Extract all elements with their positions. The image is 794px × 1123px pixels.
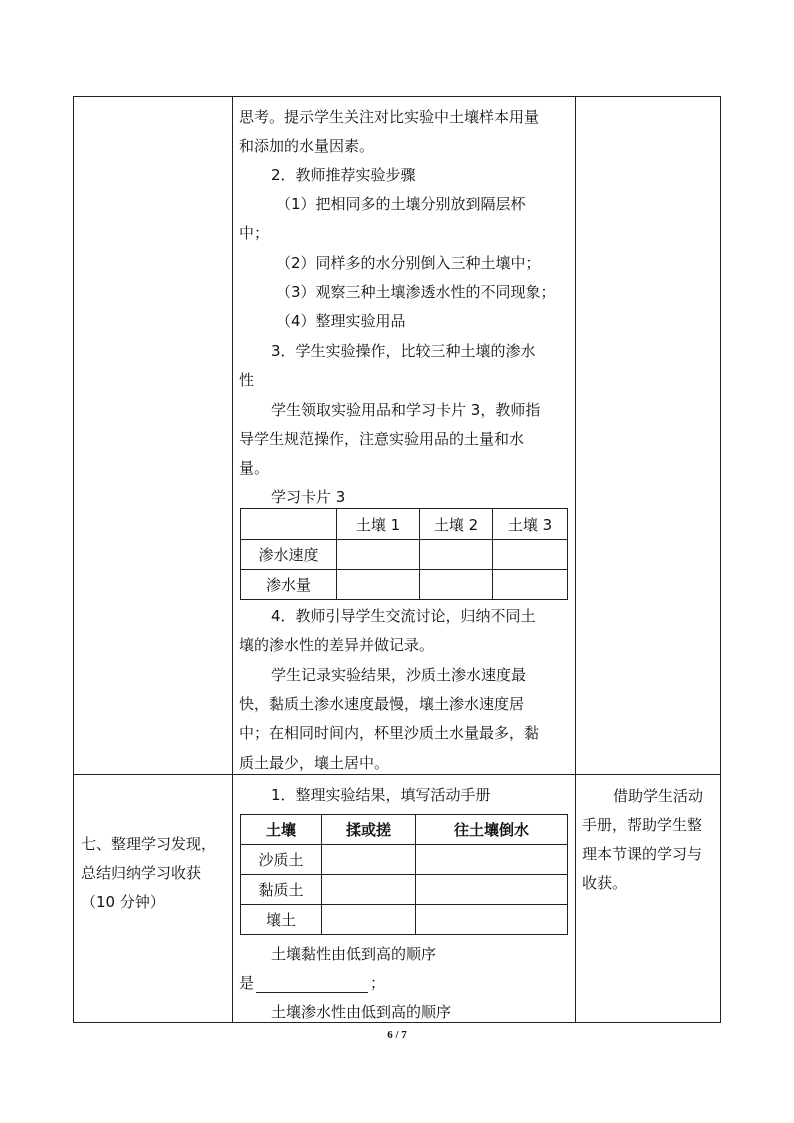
text-line: 导学生规范操作，注意实验用品的土量和水	[239, 430, 525, 448]
text-line: 收获。	[582, 874, 628, 892]
table-cell[interactable]	[416, 875, 568, 905]
text-line: 中；在相同时间内，杯里沙质土水量最多，黏	[239, 724, 540, 742]
column-divider-1	[232, 96, 233, 1023]
text-line: 理本节课的学习与	[582, 845, 703, 863]
learning-card-3-table	[240, 508, 568, 600]
table-header-cell: 土壤	[241, 815, 322, 845]
table-header-cell: 往土壤倒水	[416, 815, 568, 845]
viscosity-order-prompt: 土壤黏性由低到高的顺序	[271, 945, 437, 963]
table-row	[241, 540, 568, 570]
section-title-line: 七、整理学习发现，	[81, 835, 217, 853]
table-cell[interactable]	[420, 570, 493, 600]
row-label: 黏质土	[241, 875, 322, 905]
text-line: 壤的渗水性的差异并做记录。	[239, 636, 435, 654]
table-header-cell: 土壤 2	[420, 509, 493, 540]
row-label: 渗水量	[241, 570, 337, 600]
step-item: （4）整理实验用品	[276, 312, 406, 330]
answer-blank[interactable]	[256, 976, 368, 993]
permeability-order-prompt: 土壤渗水性由低到高的顺序	[271, 1003, 452, 1021]
step-item: （1）把相同多的土壤分别放到隔层杯	[276, 195, 526, 213]
answer-suffix: ；	[370, 974, 386, 992]
table-cell[interactable]	[420, 540, 493, 570]
viscosity-order-answer	[239, 973, 385, 993]
table-cell[interactable]	[322, 845, 416, 875]
text-line: 性	[239, 371, 255, 389]
text-line: 和添加的水量因素。	[239, 137, 375, 155]
table-cell[interactable]	[493, 540, 568, 570]
step-heading: 2．教师推荐实验步骤	[271, 166, 416, 184]
section-duration: （10 分钟）	[81, 893, 165, 911]
section-title-line: 总结归纳学习收获	[81, 864, 202, 882]
step-item: （3）观察三种土壤渗透水性的不同现象；	[276, 283, 556, 301]
table-cell[interactable]	[322, 905, 416, 935]
table-row	[241, 875, 568, 905]
table-cell[interactable]	[337, 540, 420, 570]
table-header-cell: 土壤 1	[337, 509, 420, 540]
column-divider-2	[575, 96, 576, 1023]
activity-record-table	[240, 814, 568, 935]
page-number: 6 / 7	[387, 1029, 407, 1041]
row-label: 壤土	[241, 905, 322, 935]
table-cell[interactable]	[416, 905, 568, 935]
table-header-cell: 土壤 3	[493, 509, 568, 540]
table-header-cell	[241, 509, 337, 540]
step-item: （2）同样多的水分别倒入三种土壤中；	[276, 254, 541, 272]
row-label: 渗水速度	[241, 540, 337, 570]
text-line: 借助学生活动	[613, 787, 704, 805]
text-line: 学生领取实验用品和学习卡片 3，教师指	[271, 401, 541, 419]
text-line: 快，黏质土渗水速度最慢，壤土渗水速度居	[239, 695, 525, 713]
step-heading: 3．学生实验操作，比较三种土壤的渗水	[271, 342, 536, 360]
text-line: 中；	[239, 224, 270, 242]
text-line: 量。	[239, 459, 270, 477]
table-header-cell: 揉或搓	[322, 815, 416, 845]
table-cell[interactable]	[337, 570, 420, 600]
text-line: 思考。提示学生关注对比实验中土壤样本用量	[239, 108, 540, 126]
step-heading: 4．教师引导学生交流讨论，归纳不同土	[271, 607, 536, 625]
card-caption: 学习卡片 3	[271, 488, 346, 506]
row-label: 沙质土	[241, 845, 322, 875]
text-line: 质土最少，壤土居中。	[239, 754, 390, 772]
table-row	[241, 845, 568, 875]
table-row	[241, 905, 568, 935]
row-divider	[73, 774, 721, 775]
table-row	[241, 570, 568, 600]
table-cell[interactable]	[416, 845, 568, 875]
text-line: 学生记录实验结果，沙质土渗水速度最	[271, 666, 527, 684]
step-heading: 1．整理实验结果，填写活动手册	[271, 786, 491, 804]
text-line: 手册，帮助学生整	[582, 816, 703, 834]
table-cell[interactable]	[322, 875, 416, 905]
table-cell[interactable]	[493, 570, 568, 600]
answer-prefix: 是	[239, 974, 255, 992]
